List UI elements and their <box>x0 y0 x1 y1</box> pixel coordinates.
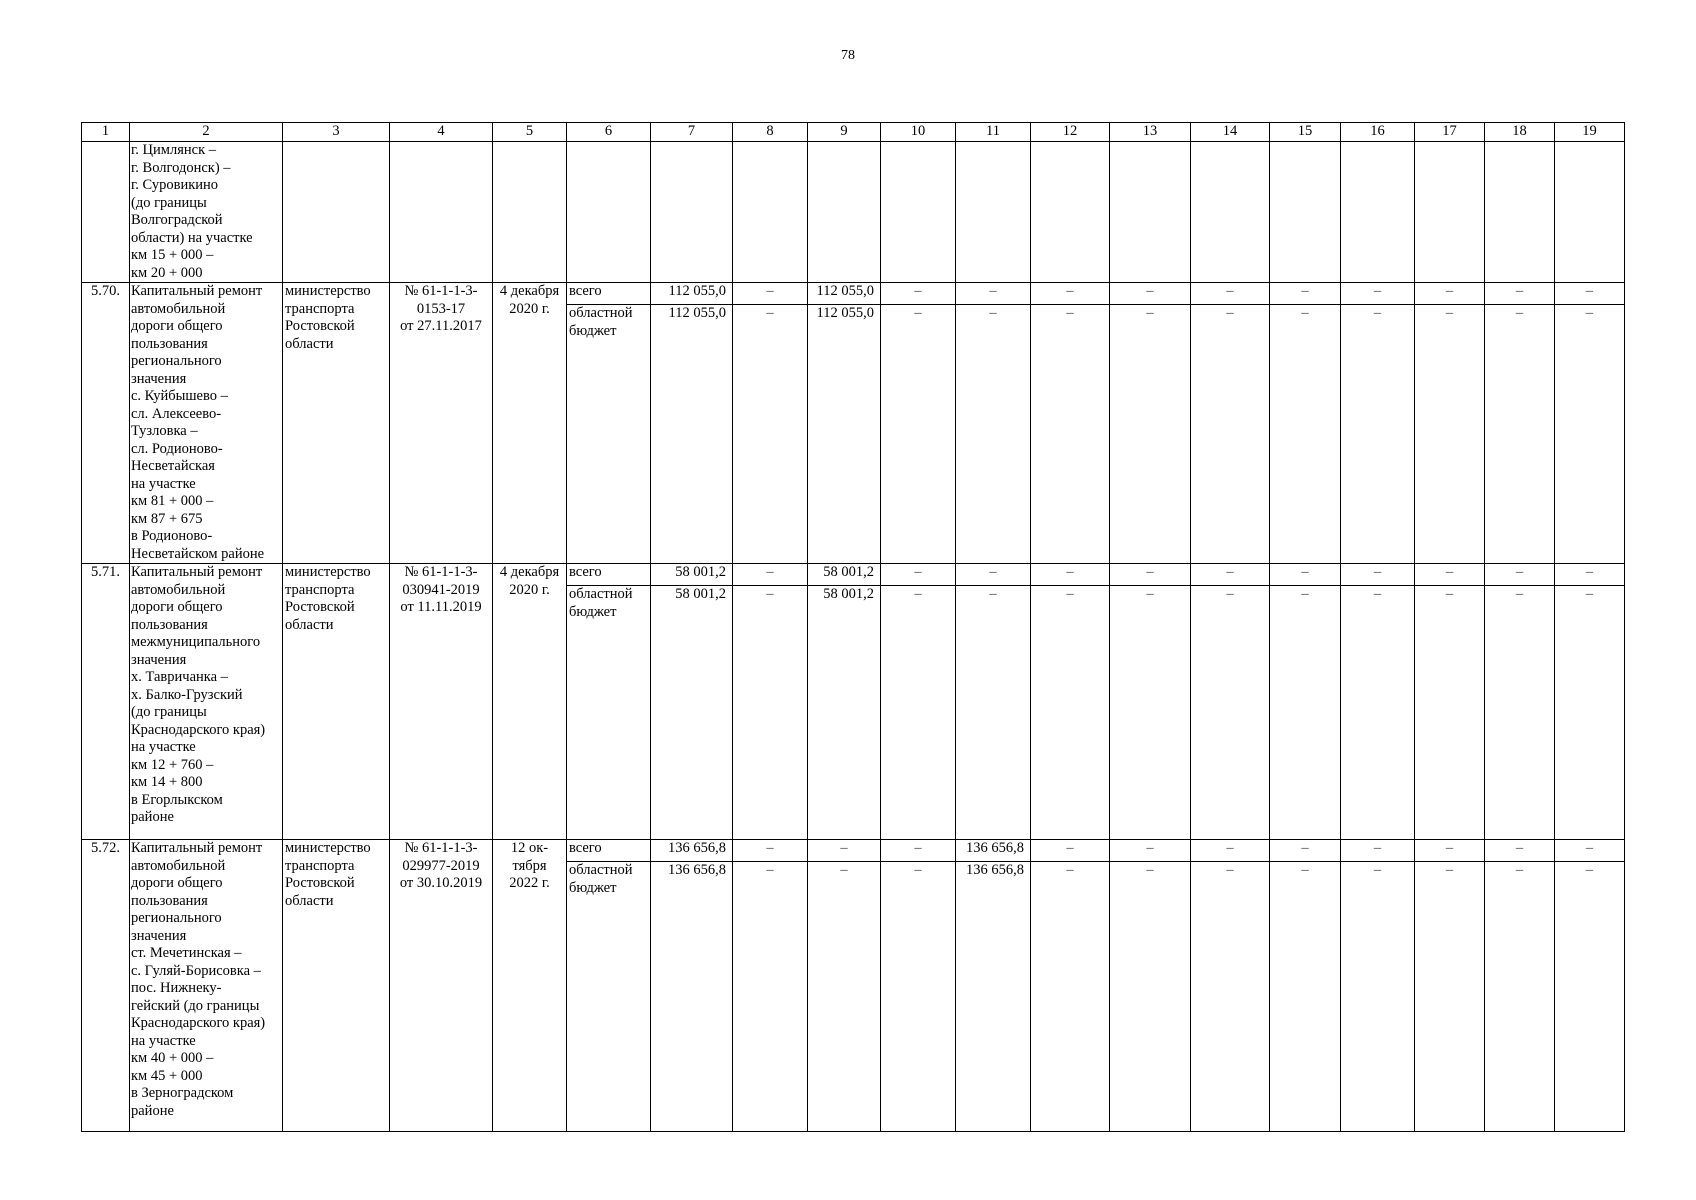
amount-cell: – <box>733 283 808 305</box>
amount-cell: – <box>1555 862 1625 1132</box>
empty-cell <box>1031 142 1110 283</box>
amount-cell: – <box>1415 564 1485 586</box>
object-name-continued: г. Цимлянск – г. Волгодонск) – г. Суровикино (до границы Волгоградской области) на участке км 15 + 000 – км 20 + 000 <box>130 142 283 283</box>
amount-cell: – <box>1341 305 1415 564</box>
header-cell: 3 <box>283 123 390 142</box>
amount-cell: – <box>1415 840 1485 862</box>
amount-cell: – <box>1555 840 1625 862</box>
amount-cell: – <box>1485 840 1555 862</box>
amount-cell: – <box>1031 564 1110 586</box>
amount-cell: – <box>1341 862 1415 1132</box>
amount-cell: – <box>1191 840 1270 862</box>
document-number: № 61-1-1-3- 0153-17 от 27.11.2017 <box>390 283 493 564</box>
row-number: 5.72. <box>82 840 130 1132</box>
header-cell: 1 <box>82 123 130 142</box>
amount-cell: – <box>1555 283 1625 305</box>
empty-cell <box>733 142 808 283</box>
amount-cell: – <box>1110 840 1191 862</box>
amount-cell: – <box>733 862 808 1132</box>
amount-cell: – <box>1270 305 1341 564</box>
amount-cell: – <box>733 305 808 564</box>
amount-cell: – <box>1485 862 1555 1132</box>
amount-cell: – <box>1191 283 1270 305</box>
amount-cell: – <box>1110 305 1191 564</box>
empty-cell <box>493 142 567 283</box>
amount-cell: – <box>1031 840 1110 862</box>
amount-cell: – <box>1485 305 1555 564</box>
empty-cell <box>1341 142 1415 283</box>
amount-cell: – <box>1031 283 1110 305</box>
amount-cell: 136 656,8 <box>651 840 733 862</box>
amount-cell: – <box>1555 586 1625 840</box>
amount-cell: 58 001,2 <box>651 586 733 840</box>
empty-cell <box>1270 142 1341 283</box>
amount-cell: – <box>1270 586 1341 840</box>
amount-cell: – <box>1110 283 1191 305</box>
header-cell: 6 <box>567 123 651 142</box>
amount-cell: – <box>1191 305 1270 564</box>
amount-cell: – <box>1191 862 1270 1132</box>
header-cell: 7 <box>651 123 733 142</box>
amount-cell: – <box>881 283 956 305</box>
amount-cell: 112 055,0 <box>651 283 733 305</box>
program-table <box>81 122 1625 1132</box>
amount-cell: 112 055,0 <box>808 283 881 305</box>
amount-cell: – <box>1415 283 1485 305</box>
amount-cell: – <box>1415 862 1485 1132</box>
object-name: Капитальный ремонт автомобильной дороги общего пользования регионального значения ст. Мечетинская – с. Гуляй-Борисовка – пос. Нижнеку- гейский (до границы Краснодарского края) на участке км 40 + 000 – км 45 + 000 в Зерноградском районе <box>130 840 283 1132</box>
amount-cell: – <box>1031 586 1110 840</box>
amount-cell: – <box>1555 564 1625 586</box>
funding-source-regional: областной бюджет <box>567 862 651 1132</box>
amount-cell: – <box>1415 586 1485 840</box>
amount-cell: – <box>881 564 956 586</box>
header-cell: 17 <box>1415 123 1485 142</box>
amount-cell: – <box>1110 564 1191 586</box>
funding-source-regional: областной бюджет <box>567 586 651 840</box>
document-number: № 61-1-1-3- 029977-2019 от 30.10.2019 <box>390 840 493 1132</box>
funding-source-total: всего <box>567 283 651 305</box>
object-name: Капитальный ремонт автомобильной дороги общего пользования регионального значения с. Куйбышево – сл. Алексеево- Тузловка – сл. Родионово- Несветайская на участке км 81 + 000 – км 87 + 675 в Родионово- Несветайском районе <box>130 283 283 564</box>
amount-cell: – <box>1485 283 1555 305</box>
amount-cell: – <box>1270 283 1341 305</box>
amount-cell: – <box>808 840 881 862</box>
amount-cell: – <box>733 564 808 586</box>
amount-cell: – <box>1191 586 1270 840</box>
amount-cell: – <box>1415 305 1485 564</box>
object-name: Капитальный ремонт автомобильной дороги общего пользования межмуниципального значения х. Тавричанка – х. Балко-Грузский (до границы Краснодарского края) на участке км 12 + 760 – км 14 + 800 в Егорлыкском районе <box>130 564 283 840</box>
amount-cell: – <box>1485 564 1555 586</box>
object-row <box>82 564 1625 586</box>
header-cell: 11 <box>956 123 1031 142</box>
amount-cell: – <box>881 862 956 1132</box>
empty-cell <box>881 142 956 283</box>
continuation-row <box>82 142 1625 283</box>
amount-cell: – <box>1031 862 1110 1132</box>
amount-cell: 136 656,8 <box>956 840 1031 862</box>
amount-cell: – <box>1341 840 1415 862</box>
customer: министерство транспорта Ростовской области <box>283 283 390 564</box>
empty-cell <box>1555 142 1625 283</box>
amount-cell: – <box>1555 305 1625 564</box>
amount-cell: 112 055,0 <box>808 305 881 564</box>
empty-cell <box>1110 142 1191 283</box>
header-cell: 10 <box>881 123 956 142</box>
header-cell: 19 <box>1555 123 1625 142</box>
empty-cell <box>390 142 493 283</box>
amount-cell: – <box>1270 564 1341 586</box>
amount-cell: – <box>881 586 956 840</box>
amount-cell: – <box>956 564 1031 586</box>
amount-cell: – <box>733 840 808 862</box>
header-cell: 15 <box>1270 123 1341 142</box>
header-cell: 5 <box>493 123 567 142</box>
empty-cell <box>82 142 130 283</box>
funding-source-regional: областной бюджет <box>567 305 651 564</box>
completion-date: 4 декабря 2020 г. <box>493 283 567 564</box>
amount-cell: – <box>1031 305 1110 564</box>
amount-cell: – <box>1270 840 1341 862</box>
amount-cell: – <box>881 840 956 862</box>
row-number: 5.70. <box>82 283 130 564</box>
customer: министерство транспорта Ростовской области <box>283 564 390 840</box>
amount-cell: 58 001,2 <box>651 564 733 586</box>
amount-cell: – <box>1110 862 1191 1132</box>
amount-cell: 136 656,8 <box>651 862 733 1132</box>
empty-cell <box>283 142 390 283</box>
amount-cell: – <box>1270 862 1341 1132</box>
amount-cell: – <box>1341 586 1415 840</box>
empty-cell <box>651 142 733 283</box>
header-cell: 8 <box>733 123 808 142</box>
amount-cell: 58 001,2 <box>808 564 881 586</box>
header-cell: 12 <box>1031 123 1110 142</box>
completion-date: 4 декабря 2020 г. <box>493 564 567 840</box>
amount-cell: 58 001,2 <box>808 586 881 840</box>
amount-cell: – <box>956 305 1031 564</box>
funding-source-total: всего <box>567 840 651 862</box>
amount-cell: 112 055,0 <box>651 305 733 564</box>
header-cell: 13 <box>1110 123 1191 142</box>
header-cell: 4 <box>390 123 493 142</box>
header-cell: 2 <box>130 123 283 142</box>
row-number: 5.71. <box>82 564 130 840</box>
page-number: 78 <box>841 48 855 63</box>
amount-cell: – <box>881 305 956 564</box>
empty-cell <box>1191 142 1270 283</box>
amount-cell: – <box>733 586 808 840</box>
empty-cell <box>956 142 1031 283</box>
amount-cell: – <box>1341 283 1415 305</box>
empty-cell <box>808 142 881 283</box>
amount-cell: – <box>1341 564 1415 586</box>
amount-cell: – <box>1191 564 1270 586</box>
header-cell: 14 <box>1191 123 1270 142</box>
amount-cell: – <box>1485 586 1555 840</box>
amount-cell: 136 656,8 <box>956 862 1031 1132</box>
empty-cell <box>1415 142 1485 283</box>
completion-date: 12 ок- тября 2022 г. <box>493 840 567 1132</box>
document-number: № 61-1-1-3- 030941-2019 от 11.11.2019 <box>390 564 493 840</box>
amount-cell: – <box>956 283 1031 305</box>
customer: министерство транспорта Ростовской области <box>283 840 390 1132</box>
amount-cell: – <box>808 862 881 1132</box>
object-row <box>82 283 1625 305</box>
amount-cell: – <box>956 586 1031 840</box>
amount-cell: – <box>1110 586 1191 840</box>
header-row <box>82 123 1625 142</box>
header-cell: 16 <box>1341 123 1415 142</box>
empty-cell <box>567 142 651 283</box>
header-cell: 9 <box>808 123 881 142</box>
object-row <box>82 840 1625 862</box>
empty-cell <box>1485 142 1555 283</box>
funding-source-total: всего <box>567 564 651 586</box>
header-cell: 18 <box>1485 123 1555 142</box>
